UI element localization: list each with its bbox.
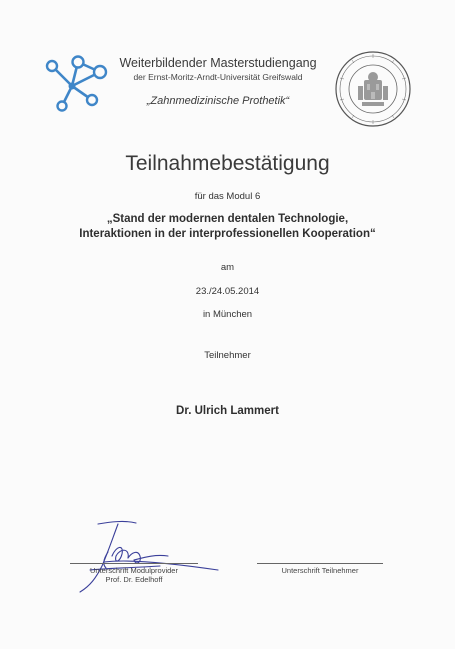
program-header (118, 56, 318, 107)
provider-signature-caption (60, 566, 208, 584)
program-name: Weiterbildender Masterstudiengang (119, 56, 317, 70)
provider-caption-line-2: Prof. Dr. Edelhoff (105, 575, 163, 584)
module-title-line-1: „Stand der modernen dentalen Technologie, (106, 213, 349, 225)
signature-line-provider (70, 563, 198, 564)
university-seal-icon (334, 50, 412, 128)
certificate-title: Teilnahmebestätigung (125, 152, 330, 175)
specialization: „Zahnmedizinische Prothetik“ (146, 95, 290, 107)
event-location: in München (202, 309, 253, 320)
participant-signature-caption: Unterschrift Teilnehmer (281, 566, 359, 575)
signature-line-participant (257, 563, 383, 564)
date-prefix: am (220, 262, 235, 273)
molecule-network-icon (42, 42, 114, 114)
participant-name: Dr. Ulrich Lammert (176, 405, 279, 417)
module-title (0, 212, 455, 242)
module-intro: für das Modul 6 (194, 191, 261, 202)
module-title-line-2: Interaktionen in der interprofessionellen Kooperation“ (79, 228, 376, 240)
provider-caption-line-1: Unterschrift Modulprovider (90, 566, 178, 575)
participant-label: Teilnehmer (204, 350, 251, 361)
handwritten-signature (50, 516, 220, 596)
event-dates: 23./24.05.2014 (195, 286, 260, 297)
university-name: der Ernst-Moritz-Arndt-Universität Greifswald (133, 72, 303, 82)
